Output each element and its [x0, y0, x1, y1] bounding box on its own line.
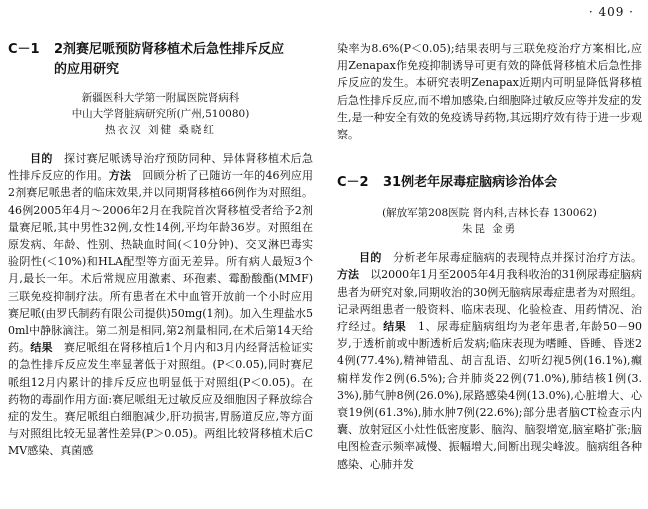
article1-title-line1: 2剂赛尼哌预防肾移植术后急性排斥反应: [54, 42, 285, 57]
article2-objective-text: 分析老年尿毒症脑病的表现特点并探讨治疗方法。: [393, 251, 643, 265]
article1-title-line2: 的应用研究: [54, 62, 120, 77]
article2-authors: 朱昆 金勇: [461, 223, 518, 236]
article2-result-label: 结果: [383, 320, 407, 334]
article2-title: [337, 173, 642, 193]
article2-affiliation-block: [337, 205, 642, 237]
article1-result-text: 赛尼哌组在肾移植后1个月内和3月内经肾活检证实的急性排斥反应发生率显著低于对照组。(P＜0.05),同时赛尼哌组12月内累计的排斥反应也明显低于对照组(P＜0.05)。在药物的毒副作用方面:赛尼哌组无过敏反应及细胞因子释放综合症的发生。赛尼哌组白细胞减少,肝功损害,胃肠道反应,等方面与对照组比较无显著性差异(P＞0.05)。两组比较肾移植术后CMV感染、真菌感: [8, 341, 314, 458]
page-number: · 409 ·: [588, 5, 634, 19]
left-column: [8, 40, 313, 460]
article2-objective-label: 目的: [359, 251, 382, 265]
article1-result-label: 结果: [30, 341, 53, 355]
article1-title: [8, 40, 313, 80]
article1-affiliation-line1: 新疆医科大学第一附属医院肾病科: [81, 92, 240, 104]
article1-affiliation: [8, 90, 313, 138]
article2-number: C－2: [337, 175, 369, 191]
article1-authors: 热衣汉 刘健 桑晓红: [105, 124, 216, 136]
article1-method-label: 方法: [108, 169, 132, 183]
right-column: [337, 40, 642, 473]
article1-objective-text: 探讨赛尼哌诱导治疗预防同种、异体肾移植术后急性排斥反应的作用。: [8, 152, 314, 183]
article1-objective-label: 目的: [30, 152, 53, 165]
article2-method-label: 方法: [337, 268, 360, 282]
article2-result-text: 1、尿毒症脑病组均为老年患者,年龄50－90岁,于透析前或中断透析后发病;临床表现为嗜睡、昏睡、昏迷24例(77.4%),精神错乱、胡言乱语、幻听幻视5例(16.1%),癫痫样发作2例(6.5%);合并肺炎22例(71.0%),肺结核1例(3.3%),肺气肿8例(26.0%),尿路感染4例(13.0%),心脏增大、心衰19例(61.3%),肺水肿7例(22.6%);部分患者脑CT检查示内囊、放射冠区小灶性低密度影、脑沟、脑裂增宽,脑室略扩张;脑电图检查示频率减慢、振幅增大,间断出现尖峰波。脑病组各种感染、心肺并发: [337, 320, 642, 471]
article1-number: C－1: [8, 42, 40, 57]
article1-continuation: 染率为8.6%(P＜0.05);结果表明与三联免疫治疗方案相比,应用Zenapax作免疫抑制诱导可更有效的降低肾移植术后急性排斥反应的发生。本研究表明Zenapax近期内可明显降低肾移植后急性排斥反应,而不增加感染,白细胞降过敏反应等并发症的发生,是一种安全有效的免疫诱导药物,其远期疗效有待于进一步观察。: [337, 42, 642, 142]
article2-abstract: [337, 249, 642, 473]
article1-abstract: [8, 150, 313, 460]
article2-title-text: 31例老年尿毒症脑病诊治体会: [383, 175, 558, 191]
article2-method-text: 以2000年1月至2005年4月我科收治的31例尿毒症脑病患者为研究对象,同期收治的30例无脑病尿毒症患者为对照组。记录两组患者一般资料、临床表现、化验检查、用药情况、治疗经过。: [337, 268, 643, 334]
article1-affiliation-line2: 中山大学肾脏病研究所(广州,510080): [71, 108, 250, 120]
article1-method-text: 回顾分析了已随访一年的46列应用2剂赛尼哌患者的临床效果,并以同期肾移植66例作为对照组。46例2005年4月～2006年2月在我院首次肾移植受者给予2剂量赛尼哌,其中男性32例,女性14例,平均年龄36岁。对照组在原发病、年龄、性别、热缺血时间(＜10分钟)、交叉淋巴毒实验阴性(＜10%)和HLA配型等方面无差异。所有病人最短3个月,最长一年。术后常规应用激素、环孢素、霉酚酸酯(MMF)三联免疫抑制疗法。所有患者在术中血管开放前一个小时应用赛尼哌(由罗氏制药有限公司提供)50mg(1剂)。加入生理盐水50ml中静脉滴注。第二剂是相同,第2剂量相同,在术后第14天给药。: [8, 169, 314, 355]
article2-affiliation: (解放军第208医院 肾内科,吉林长春 130062): [382, 207, 597, 220]
